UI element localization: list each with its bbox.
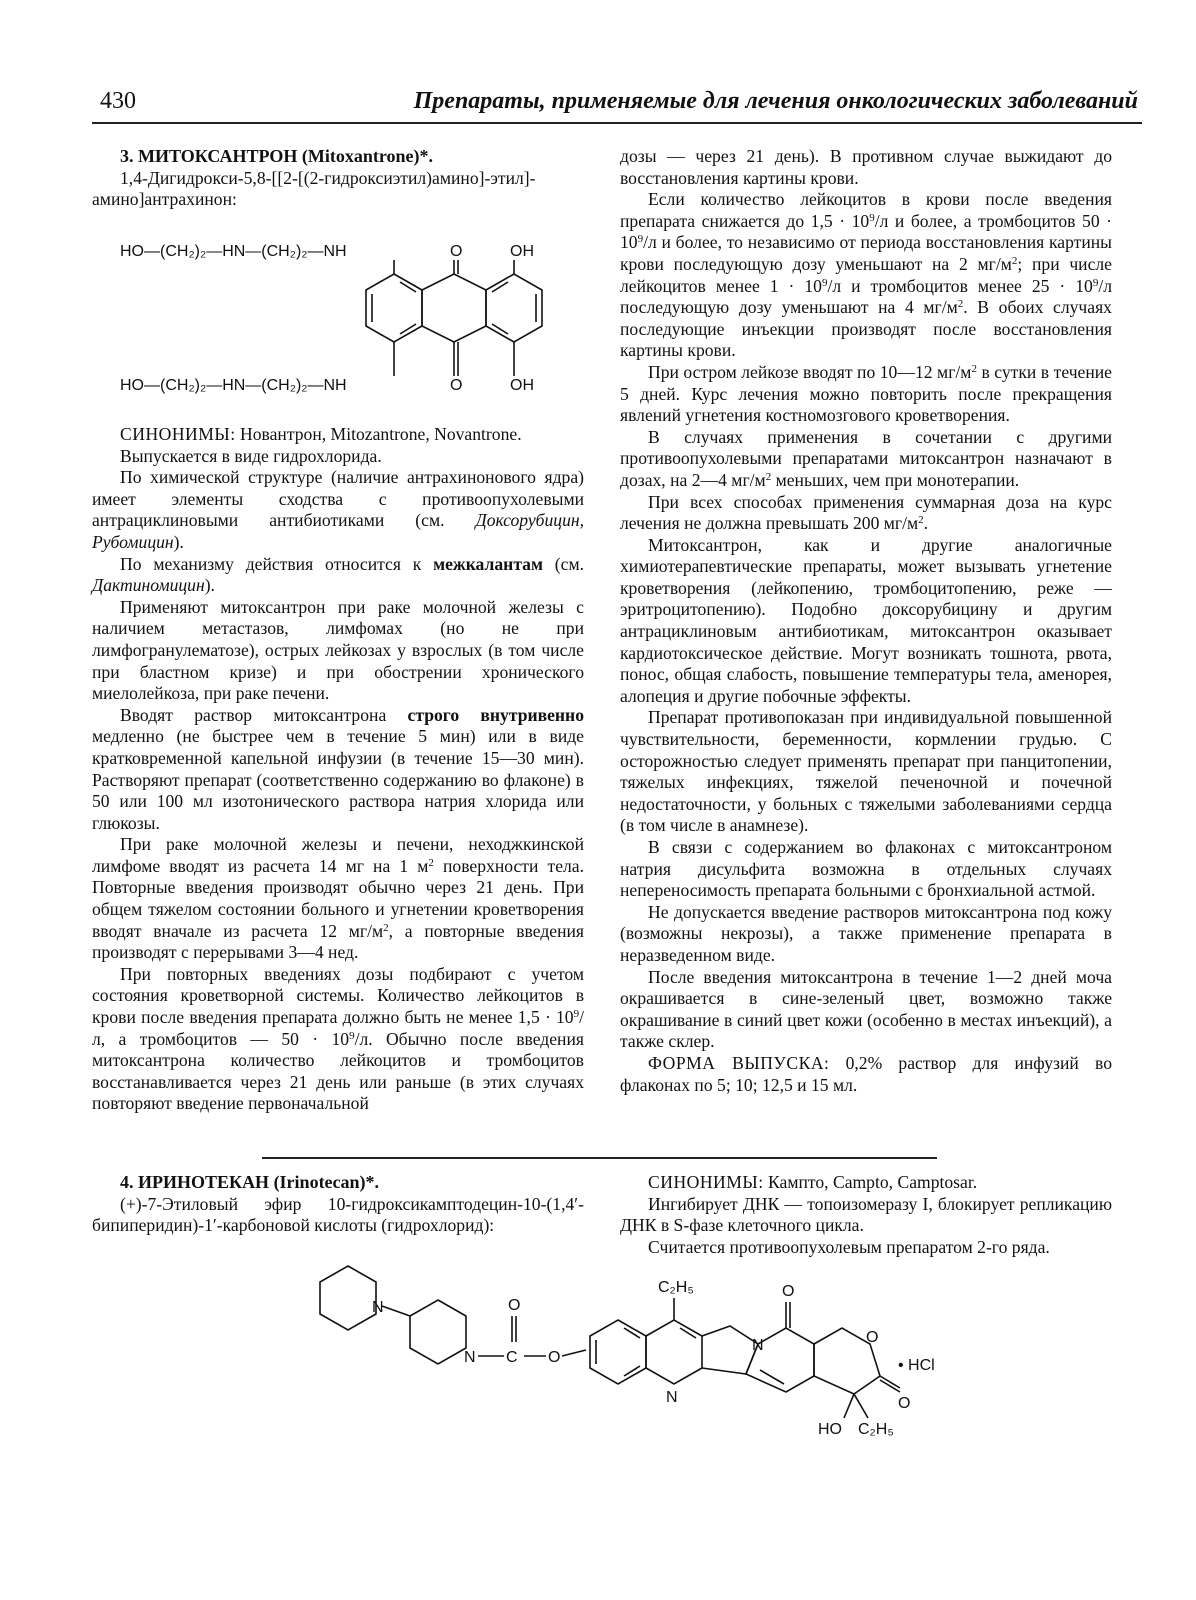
mitoxantrone-contraindications-paragraph: Препарат противопоказан при индивидуальной повышенной чувствительности, беременности, кормлении грудью. С осторожностью следует применять препарат при панцитопении, тяжелых инфекциях, тяжелой печеночной и почечной недостаточности, у больных с тяжелыми заболеваниями сердца (в том числе в анамнезе). [620, 707, 1112, 836]
mitoxantrone-structure [118, 232, 588, 412]
mitoxantrone-administration-paragraph: Вводят раствор митоксантрона строго внутривенно медленно (не быстрее чем в течение 5 мин) или в виде кратковременной капельной инфузии (в течение 15—30 мин). Растворяют препарат (соответственно содержанию во флаконе) в 50 или 100 мл изотонического раствора натрия хлорида или глюкозы. [92, 704, 584, 833]
mitoxantrone-oh-bottom: OH [510, 377, 534, 394]
irinotecan-o-lactone: O [898, 1395, 911, 1412]
mitoxantrone-left-column [92, 146, 584, 211]
irinotecan-hydroxyl: HO [818, 1421, 842, 1438]
mitoxantrone-synonyms: СИНОНИМЫ: Новантрон, Mitozantrone, Novantrone. [120, 424, 522, 444]
mitoxantrone-subcutaneous-paragraph: Не допускается введение растворов митоксантрона под кожу (возможны некрозы), а также применение препарата в неразведенном виде. [620, 901, 1112, 965]
mitoxantrone-release-form: ФОРМА ВЫПУСКА: 0,2% раствор для инфузий во флаконах по 5; 10; 12,5 и 15 мл. [620, 1052, 1112, 1095]
mitoxantrone-urine-color-paragraph: После введения митоксантрона в течение 1—2 дней моча окрашивается в сине-зеленый цвет, возможно также окрашивание в синий цвет кожи (особенно в местах инъекций), а также склер. [620, 966, 1112, 1052]
irinotecan-ethyl-top: C₂H₅ [658, 1279, 694, 1296]
mitoxantrone-indications-paragraph: Применяют митоксантрон при раке молочной железы с наличием метастазов, лимфомах (но не при лимфогранулематозе), острых лейкозах у взрослых (в том числе при бластном кризе) и при обострении хронического миелолейкоза, при раке печени. [92, 596, 584, 704]
running-title: Препараты, применяемые для лечения онкологических заболеваний [413, 88, 1138, 114]
irinotecan-title: 4. ИРИНОТЕКАН (Irinotecan)*. [120, 1172, 380, 1192]
mitoxantrone-chain-bottom: HO—(CH₂)₂—HN—(CH₂)₂—NH [120, 377, 347, 394]
mitoxantrone-side-effects-paragraph: Митоксантрон, как и другие аналогичные химиотерапевтические препараты, может вызывать угнетение кроветворения (лейкопению, тромбоцитопению, реже — эритроцитопению). Подобно доксорубицину и другим антрациклиновым антибиотикам, митоксантрон оказывает кардиотоксическое действие. Могут возникать тошнота, рвота, понос, общая слабость, повышение температуры тела, аменорея, алопеция и другие побочные эффекты. [620, 534, 1112, 706]
mitoxantrone-chain-top: HO—(CH₂)₂—HN—(CH₂)₂—NH [120, 243, 347, 260]
irinotecan-carbonyl-carbon: C [506, 1349, 518, 1366]
irinotecan-hcl: • HCl [898, 1357, 935, 1374]
mitoxantrone-mechanism-paragraph: По механизму действия относится к межкалантам (см. Дактиномицин). [92, 553, 584, 596]
irinotecan-n-amide: N [464, 1349, 476, 1366]
page-header [98, 84, 1138, 124]
irinotecan-bonds [320, 1266, 900, 1418]
mitoxantrone-leukemia-paragraph: При остром лейкозе вводят по 10—12 $мг/м^2$ в сутки в течение 5 дней. Курс лечения можно повторить после прекращения явлений угнетения костномозгового кроветворения. [620, 361, 1112, 426]
irinotecan-synonyms: СИНОНИМЫ: Кампто, Campto, Camptosar. [648, 1172, 978, 1192]
mitoxantrone-title: 3. МИТОКСАНТРОН (Mitoxantrone)*. [120, 146, 434, 166]
mitoxantrone-o-top: O [450, 243, 463, 260]
mitoxantrone-total-dose-paragraph: При всех способах применения суммарная доза на курс лечения не должна превышать 200 $мг/м^2$. [620, 491, 1112, 534]
mitoxantrone-continued-paragraph: дозы — через 21 день). В противном случае выжидают до восстановления картины крови. [620, 146, 1112, 188]
mitoxantrone-dosage-paragraph: При раке молочной железы и печени, неходжкинской лимфоме вводят из расчета 14 мг на 1 $м^2$ поверхности тела. Повторные введения производят обычно через 21 день. При общем тяжелом состоянии больного и угнетении кроветворения вводят вначале из расчета 12 $мг/м^2$, а повторные введения производят с перерывами 3—4 нед. [92, 834, 584, 963]
mitoxantrone-structure-paragraph: По химической структуре (наличие антрахинонового ядра) имеет элементы сходства с противоопухолевыми антрациклиновыми антибиотиками (см. Доксорубицин, Рубомицин). [92, 467, 584, 552]
header-rule [92, 122, 1142, 124]
mitoxantrone-right-column [620, 146, 1112, 1096]
irinotecan-right-column [620, 1172, 1112, 1258]
irinotecan-o-carbonyl: O [508, 1297, 521, 1314]
mitoxantrone-combination-paragraph: В случаях применения в сочетании с другими противоопухолевыми препаратами митоксантрон назначают в дозах, на 2—4 $мг/м^2$ меньших, чем при монотерапии. [620, 426, 1112, 490]
mitoxantrone-repeat-paragraph: При повторных введениях дозы подбирают с учетом состояния кроветворной системы. Количество лейкоцитов в крови после введения препарата должно быть не менее $1,5 \cdot 10^9/л$, а тромбоцитов — $50 \cdot 10^9/л$. Обычно после введения митоксантрона количество лейкоцитов и тромбоцитов восстанавливается через 21 день или раньше (в этих случаях повторяют введение первоначальной [92, 963, 584, 1114]
mitoxantrone-left-text [92, 424, 584, 1115]
irinotecan-n-quinoline: N [666, 1389, 678, 1406]
mitoxantrone-disulfite-paragraph: В связи с содержанием во флаконах с митоксантроном натрия дисульфита возможна в отдельных случаях непереносимость препарата больными с бронхиальной астмой. [620, 837, 1112, 901]
irinotecan-ethyl-bottom: C₂H₅ [858, 1421, 894, 1438]
irinotecan-o-ring: O [866, 1329, 879, 1346]
irinotecan-structure [300, 1258, 970, 1454]
irinotecan-o-ester: O [548, 1349, 561, 1366]
mitoxantrone-o-bottom: O [450, 377, 463, 394]
irinotecan-o-lactam: O [782, 1283, 795, 1300]
section-divider [262, 1157, 937, 1159]
mitoxantrone-oh-top: OH [510, 243, 534, 260]
page-number: 430 [100, 88, 136, 114]
irinotecan-n-ring: N [752, 1337, 764, 1354]
mitoxantrone-rings [366, 260, 542, 376]
irinotecan-action: Ингибирует ДНК — топоизомеразу I, блокирует репликацию ДНК в S-фазе клеточного цикла. [620, 1193, 1112, 1236]
mitoxantrone-dose-adjust-paragraph: Если количество лейкоцитов в крови после введения препарата снижается до $1,5 \cdot 10^9/л$ и более, а тромбоцитов $50 \cdot 10^9/л$ и более, то независимо от периода восстановления картины крови последующую дозу уменьшают на 2 $мг/м^2$; при числе лейкоцитов менее $1 \cdot 10^9/л$ и тромбоцитов менее $25 \cdot 10^9/л$ последующую дозу уменьшают на 4 $мг/м^2$. В обоих случаях последующие инъекции производят после восстановления картины крови. [620, 189, 1113, 361]
mitoxantrone-release-note: Выпускается в виде гидрохлорида. [120, 445, 382, 466]
irinotecan-left-column [92, 1172, 584, 1237]
irinotecan-n-piperidine: N [372, 1299, 384, 1316]
mitoxantrone-chem-name: 1,4-Дигидрокси-5,8-[[2-[(2-гидроксиэтил)амино]-этил]-амино]антрахинон: [92, 167, 536, 210]
irinotecan-chem-name: (+)-7-Этиловый эфир 10-гидроксикамптодецин-10-(1,4′-бипиперидин)-1′-карбоновой кислоты (гидрохлорид): [92, 1193, 584, 1236]
irinotecan-class: Считается противоопухолевым препаратом 2-го ряда. [648, 1236, 1050, 1257]
